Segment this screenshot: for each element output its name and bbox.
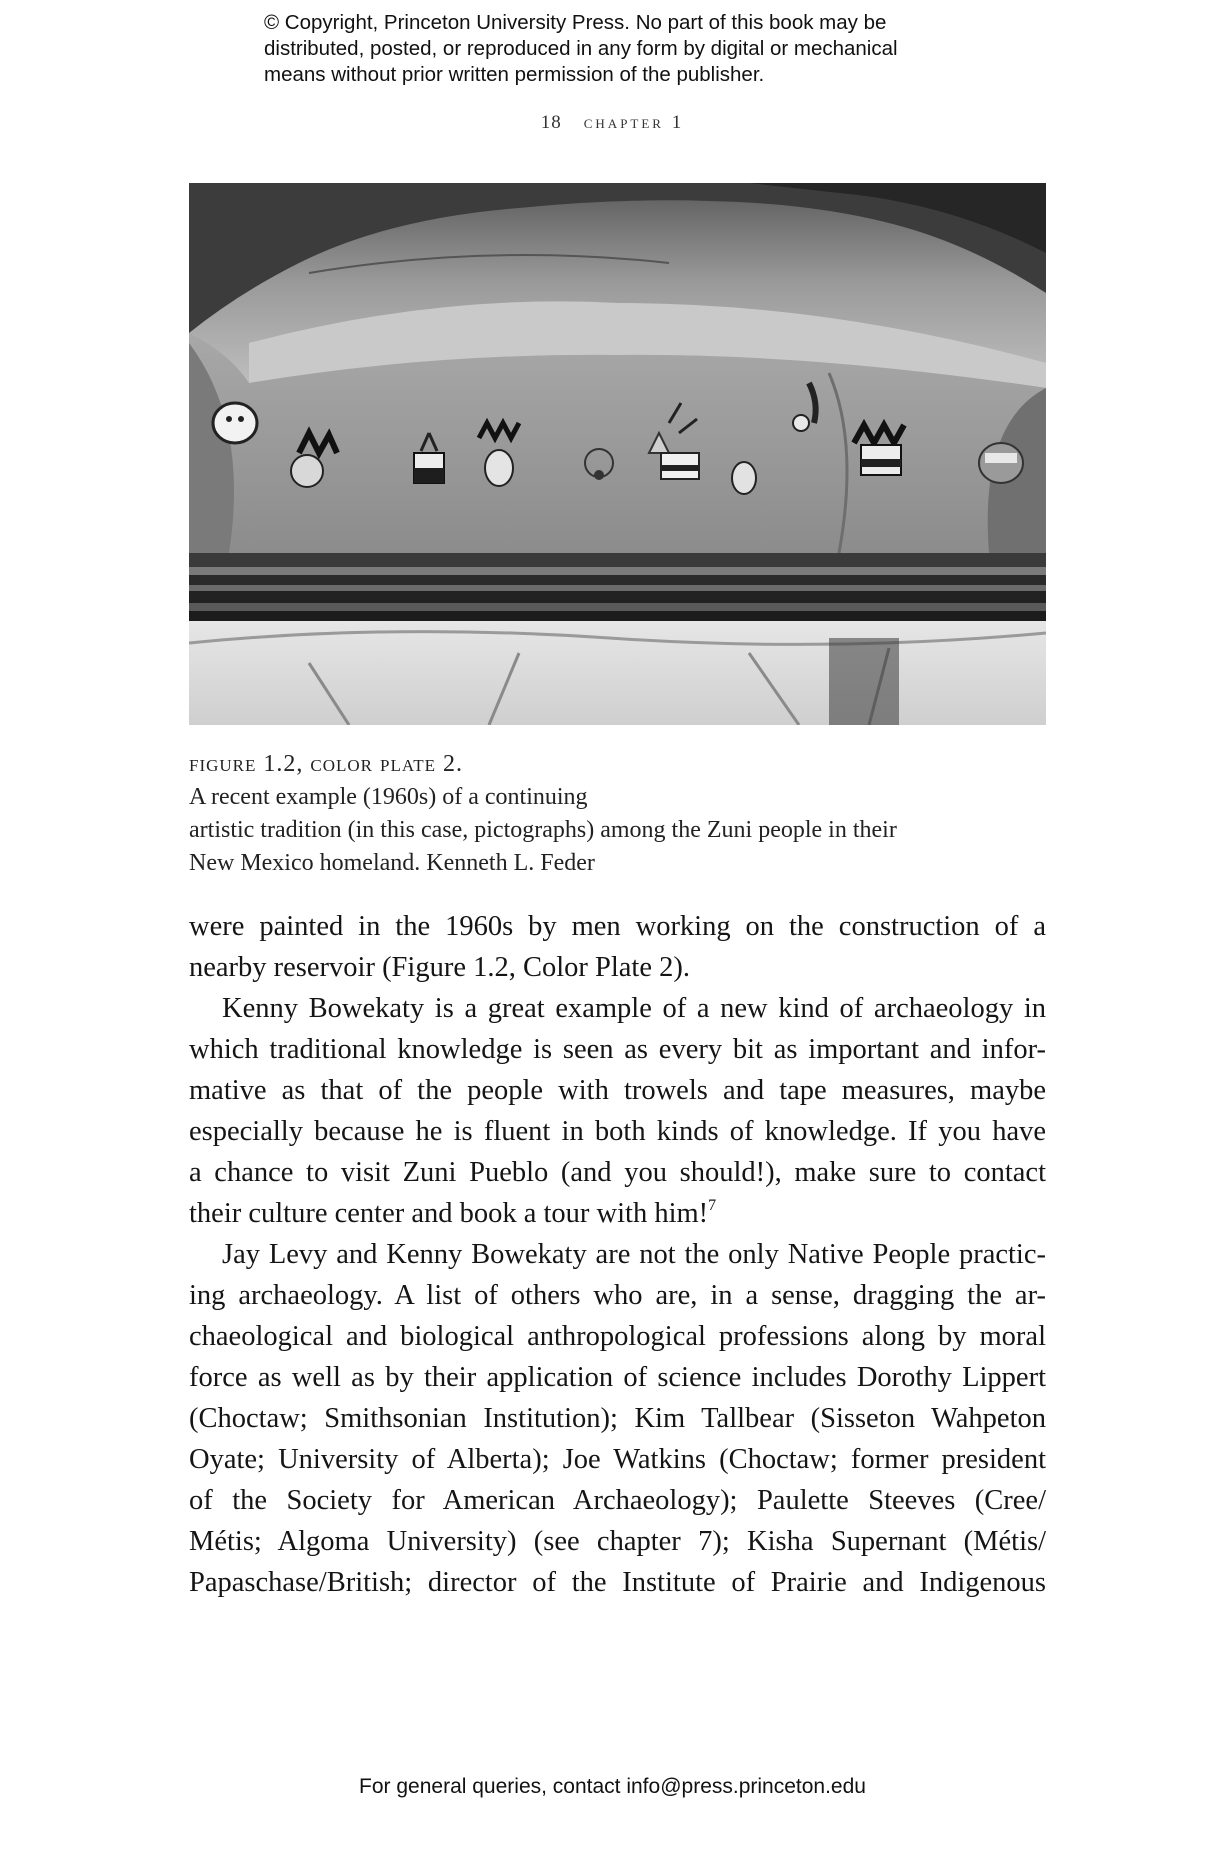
chapter-title: chapter 1 (583, 112, 685, 133)
body-line: force as well as by their application of science includes Dorothy Lippert (189, 1362, 1046, 1393)
body-line: Papaschase/British; director of the Institute of Prairie and Indigenous (189, 1567, 1046, 1598)
figure-caption (189, 748, 1046, 880)
footer-contact: For general queries, contact info@press.princeton.edu (359, 1775, 866, 1798)
body-line-text: their culture center and book a tour with him! (189, 1198, 709, 1229)
copyright-line: © Copyright, Princeton University Press. No part of this book may be (264, 11, 887, 34)
body-line: (Choctaw; Smithsonian Institution); Kim Tallbear (Sisseton Wahpeton (189, 1403, 1046, 1434)
footnote-ref[interactable]: 7 (708, 1197, 717, 1214)
copyright-notice (264, 10, 984, 88)
body-line: Métis; Algoma University) (see chapter 7); Kisha Supernant (Métis/ (189, 1526, 1046, 1557)
body-line: especially because he is fluent in both kinds of knowledge. If you have (189, 1116, 1046, 1147)
body-line: Oyate; University of Alberta); Joe Watkins (Choctaw; former president (189, 1444, 1046, 1475)
body-text (189, 906, 1046, 1603)
body-line: chaeological and biological anthropological professions along by moral (189, 1321, 1046, 1352)
body-line (189, 1193, 1046, 1234)
running-head (0, 112, 1225, 134)
body-line: of the Society for American Archaeology); Paulette Steeves (Cree/ (189, 1485, 1046, 1516)
caption-label: figure 1.2, color plate 2. (189, 751, 464, 777)
body-line: Jay Levy and Kenny Bowekaty are not the only Native People practic- (222, 1239, 1046, 1270)
body-line: mative as that of the people with trowels and tape measures, maybe (189, 1075, 1046, 1106)
caption-line: artistic tradition (in this case, pictographs) among the Zuni people in their (189, 817, 897, 843)
page-number: 18 (540, 112, 562, 133)
body-line: ing archaeology. A list of others who are, in a sense, dragging the ar- (189, 1280, 1046, 1311)
pictograph-photo (189, 183, 1046, 725)
caption-line: New Mexico homeland. Kenneth L. Feder (189, 850, 595, 876)
copyright-line: means without prior written permission of the publisher. (264, 63, 765, 86)
body-line: which traditional knowledge is seen as every bit as important and infor- (189, 1034, 1046, 1065)
body-line: nearby reservoir (Figure 1.2, Color Plate 2). (189, 952, 690, 983)
caption-text: A recent example (1960s) of a continuing (189, 784, 588, 810)
body-line: were painted in the 1960s by men working on the construction of a (189, 911, 1046, 942)
body-line: Kenny Bowekaty is a great example of a new kind of archaeology in (222, 993, 1046, 1024)
copyright-line: distributed, posted, or reproduced in any form by digital or mechanical (264, 37, 898, 60)
caption-line (189, 748, 1046, 814)
body-line: a chance to visit Zuni Pueblo (and you should!), make sure to contact (189, 1157, 1046, 1188)
